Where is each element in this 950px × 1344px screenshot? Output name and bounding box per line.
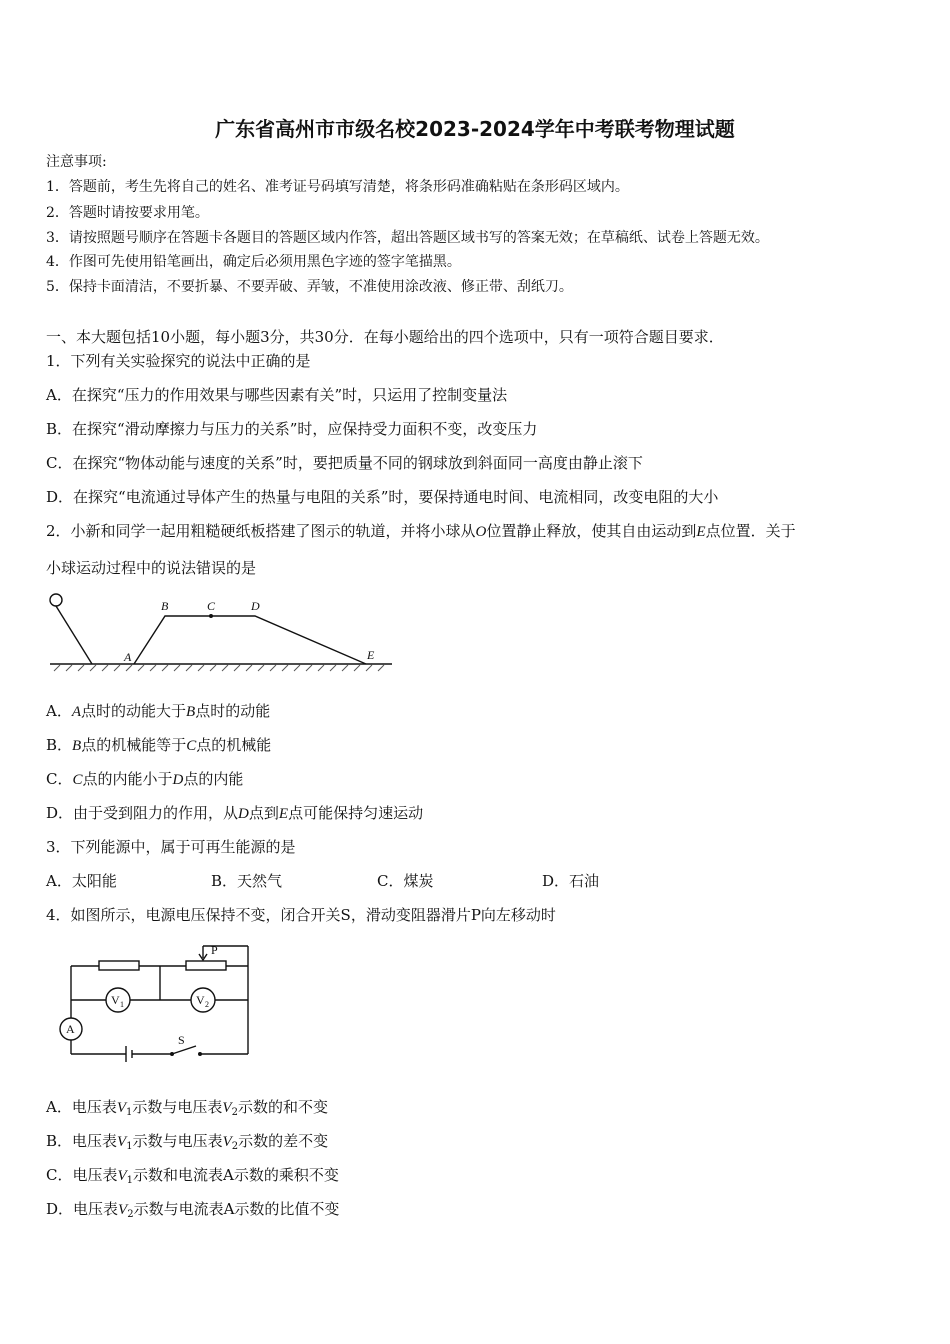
voltmeter-1-subscript: 1 bbox=[120, 1000, 124, 1009]
track-diagram bbox=[44, 588, 396, 672]
question-2-option-d: D．由于受到阻力的作用，从D点到E点可能保持匀速运动 bbox=[46, 804, 424, 822]
track-label-e: E bbox=[367, 648, 375, 662]
track-label-a: A bbox=[124, 650, 132, 664]
notice-item: 5．保持卡面清洁，不要折暴、不要弄破、弄皱，不准使用涂改液、修正带、刮纸刀。 bbox=[46, 279, 573, 295]
voltmeter-1-label: V bbox=[111, 993, 120, 1007]
question-1-stem: 1．下列有关实验探究的说法中正确的是 bbox=[46, 352, 311, 370]
question-2-option-b: B．B点的机械能等于C点的机械能 bbox=[46, 736, 272, 754]
track-label-b: B bbox=[161, 599, 169, 613]
notice-heading: 注意事项: bbox=[46, 154, 107, 170]
question-3-stem: 3．下列能源中，属于可再生能源的是 bbox=[46, 838, 296, 856]
question-2-option-a: A．A点时的动能大于B点时的动能 bbox=[46, 702, 271, 720]
voltmeter-2-subscript: 2 bbox=[205, 1000, 209, 1009]
question-4-option-d: D．电压表$V_2$示数与电流表A示数的比值不变 bbox=[46, 1200, 340, 1220]
question-4-option-a: A．电压表$V_1$示数与电压表$V_2$示数的和不变 bbox=[46, 1098, 328, 1118]
notice-item: 2．答题时请按要求用笔。 bbox=[46, 205, 209, 221]
question-3-option-c: C．煤炭 bbox=[377, 872, 434, 890]
question-2-option-c: C．C点的内能小于D点的内能 bbox=[46, 770, 244, 788]
circuit-diagram bbox=[54, 940, 258, 1062]
question-4-option-b: B．电压表$V_1$示数与电压表$V_2$示数的差不变 bbox=[46, 1132, 329, 1152]
question-2-stem: 2．小新和同学一起用粗糙硬纸板搭建了图示的轨道，并将小球从O位置静止释放，使其自由运动到E点位置．关于 bbox=[46, 522, 796, 540]
notice-item: 1．答题前，考生先将自己的姓名、准考证号码填写清楚，将条形码准确粘贴在条形码区域内。 bbox=[46, 179, 629, 195]
question-3-option-b: B．天然气 bbox=[211, 872, 283, 890]
ammeter-label: A bbox=[66, 1022, 75, 1036]
page-title: 广东省高州市市级名校2023-2024学年中考联考物理试题 bbox=[215, 117, 735, 141]
question-3-option-d: D．石油 bbox=[542, 872, 600, 890]
question-1-option-a: A．在探究“压力的作用效果与哪些因素有关”时，只运用了控制变量法 bbox=[46, 386, 508, 404]
notice-item: 4．作图可先使用铅笔画出，确定后必须用黑色字迹的签字笔描黑。 bbox=[46, 254, 461, 270]
question-4-option-c: C．电压表$V_1$示数和电流表A示数的乘积不变 bbox=[46, 1166, 339, 1186]
voltmeter-2-label: V bbox=[196, 993, 205, 1007]
track-label-d: D bbox=[251, 599, 260, 613]
question-1-option-d: D．在探究“电流通过导体产生的热量与电阻的关系”时，要保持通电时间、电流相同，改变电阻的大小 bbox=[46, 488, 719, 506]
section-heading: 一、本大题包括10小题，每小题3分，共30分．在每小题给出的四个选项中，只有一项符合题目要求． bbox=[46, 328, 724, 346]
track-label-c: C bbox=[207, 599, 216, 613]
question-1-option-c: C．在探究“物体动能与速度的关系”时，要把质量不同的钢球放到斜面同一高度由静止滚下 bbox=[46, 454, 643, 472]
circuit-label-s: S bbox=[178, 1033, 185, 1047]
notice-item: 3．请按照题号顺序在答题卡各题目的答题区域内作答，超出答题区域书写的答案无效；在草稿纸、试卷上答题无效。 bbox=[46, 230, 769, 246]
circuit-label-p: P bbox=[211, 943, 218, 957]
question-1-option-b: B．在探究“滑动摩擦力与压力的关系”时，应保持受力面积不变，改变压力 bbox=[46, 420, 538, 438]
question-4-stem: 4．如图所示，电源电压保持不变，闭合开关S，滑动变阻器滑片P向左移动时 bbox=[46, 906, 556, 924]
question-3-option-a: A．太阳能 bbox=[46, 872, 117, 890]
question-2-stem-continued: 小球运动过程中的说法错误的是 bbox=[46, 559, 257, 577]
